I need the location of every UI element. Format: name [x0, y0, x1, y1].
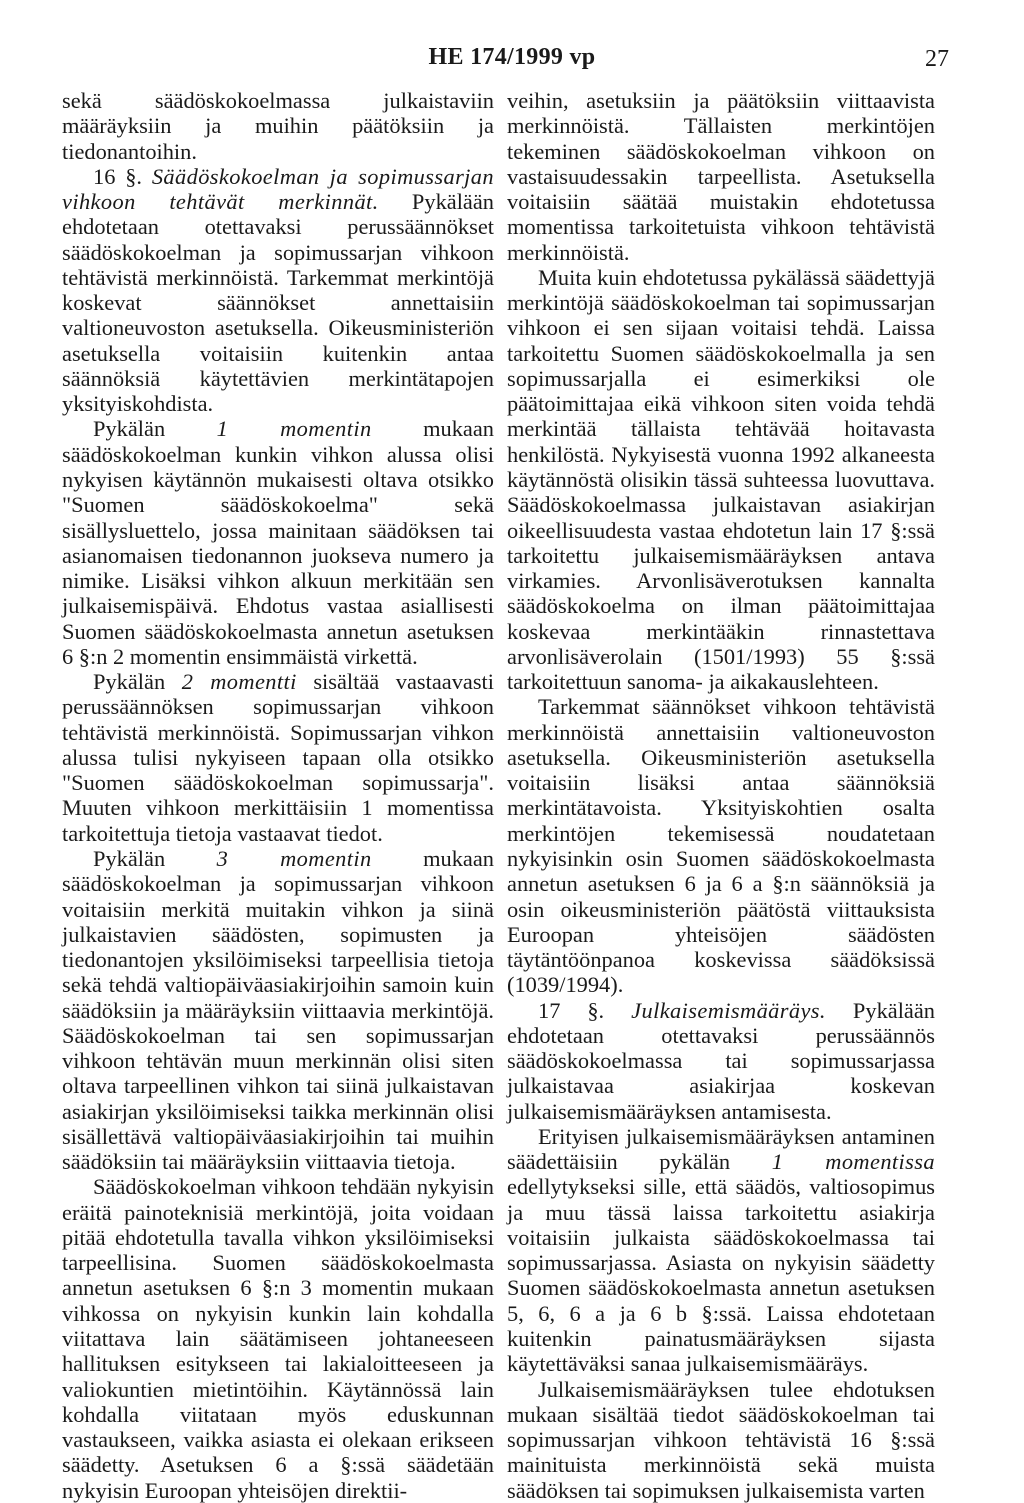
paragraph — [62, 846, 494, 1174]
section-heading: Julkaisemismääräys. — [631, 997, 826, 1023]
page-number: 27 — [925, 46, 949, 72]
text-run: sisältää vastaavasti perussäännöksen sopimussarjan vihkoon tehtävistä merkinnöistä. Sopimussarjan vihkon alussa tulisi nykyiseen tapaan olla otsikko "Suomen säädöskokoelman sopimussarja". Muuten vihkoon merkittäisiin 1 momentissa tarkoitettuja tietoja vastaavat tiedot. — [62, 669, 494, 846]
text-run: Pykälän — [93, 845, 166, 871]
section-number: 16 §. — [93, 163, 142, 189]
section-heading: Säädöskokoelman ja sopimussarjan vihkoon tehtävät merkinnät. — [62, 163, 494, 215]
text-run: Erityisen julkaisemismääräyksen antaminen säädettäisiin pykälän — [507, 1123, 935, 1175]
text-run: Pykälän — [93, 416, 166, 442]
paragraph — [62, 416, 494, 669]
paragraph: sekä säädöskokoelmassa julkaistaviin määräyksiin ja muihin päätöksiin ja tiedonantoihin. — [62, 88, 494, 164]
section-text: Pykälään ehdotetaan otettavaksi perussäännös säädöskokoelmassa tai sopimussarjassa julkaistavaa asiakirjaa koskevan julkaisemismääräyksen antamisesta. — [507, 997, 935, 1124]
page-header-title: HE 174/1999 vp — [428, 44, 596, 70]
paragraph: veihin, asetuksiin ja päätöksiin viittaavista merkinnöistä. Tällaisten merkintöjen tekeminen säädöskokoelman vihkoon on vastaisuudessakin tarpeellista. Asetuksella voitaisiin säätää muistakin ehdotetussa momentissa tarkoitetuista vihkoon tehtävistä merkinnöistä. — [507, 88, 935, 265]
section-16-paragraph — [62, 164, 494, 417]
text-run: edellytykseksi sille, että säädös, valtiosopimus ja muu tässä laissa tarkoitettu asiakirja voitaisiin julkaista säädöskokoelmassa tai sopimussarjassa. Asiasta on nykyisin säädetty Suomen säädöskokoelmasta annetun asetuksen 5, 6, 6 a ja 6 b §:ssä. Laissa ehdotetaan kuitenkin painatusmääräyksen sijasta käytettäväksi sanaa julkaisemismääräys. — [507, 1174, 935, 1377]
section-text: Pykälään ehdotetaan otettavaksi perussäännökset säädöskokoelman ja sopimussarjan vihkoon tehtävistä merkinnöistä. Tarkemmat merkintöjä koskevat säännökset annettaisiin valtioneuvoston asetuksella. Oikeusministeriön asetuksella voitaisiin kuitenkin antaa säännöksiä käytettävien merkintätapojen yksityiskohdista. — [62, 189, 494, 417]
section-number: 17 §. — [538, 997, 605, 1023]
emphasis-text: 3 momentin — [216, 845, 372, 871]
paragraph: Tarkemmat säännökset vihkoon tehtävistä merkinnöistä annettaisiin valtioneuvoston asetuksella. Oikeusministeriön asetuksella voitaisiin lisäksi antaa säännöksiä merkintätavoista. Yksityiskohtien osalta merkintöjen tekemisessä noudatetaan nykyisinkin osin Suomen säädöskokoelmasta annetun asetuksen 6 ja 6 a §:n säännöksiä ja osin oikeusministeriön päätöstä viittauksista Euroopan yhteisöjen säädösten täytäntöönpanoa koskevissa säädöksissä (1039/1994). — [507, 694, 935, 998]
paragraph — [507, 1124, 935, 1377]
emphasis-text: 1 momentissa — [771, 1149, 935, 1175]
emphasis-text: 1 momentin — [216, 416, 372, 442]
text-run: mukaan säädöskokoelman ja sopimussarjan vihkoon voitaisiin merkitä muitakin vihkon ja siinä julkaistavien säädösten, sopimusten ja tiedonantojen yksilöimiseksi tarpeellisia tietoja sekä tehdä valtiopäiväasiakirjoihin samoin kuin säädöksiin ja määräyksiin viittaavia merkintöjä. Säädöskokoelman tai sen sopimussarjan vihkoon tehtävän muun merkinnän olisi siten oltava tarpeellinen vihkon tai siinä julkaistavan asiakirjan yksilöimiseksi taikka merkinnän olisi sisällettävä valtiopäiväasiakirjoihin tai muihin säädöksiin tai määräyksiin viittaavia tietoja. — [62, 845, 494, 1175]
paragraph: Säädöskokoelman vihkoon tehdään nykyisin eräitä painoteknisiä merkintöjä, joita voidaan pitää ehdotetulla tavalla vihkon yksilöimiseksi tarpeellisina. Suomen säädöskokoelmasta annetun asetuksen 6 §:n 3 momentin mukaan vihkossa on nykyisin kunkin lain kohdalla viitattava lain säätämiseen johtaneeseen hallituksen esitykseen tai lakialoitteeseen ja valiokuntien mietintöihin. Käytännössä lain kohdalla viitataan myös eduskunnan vastaukseen, vaikka asiasta ei olekaan erikseen säädetty. Asetuksen 6 a §:ssä säädetään nykyisin Euroopan yhteisöjen direktii- — [62, 1174, 494, 1503]
left-column — [62, 88, 494, 1503]
paragraph: Muita kuin ehdotetussa pykälässä säädettyjä merkintöjä säädöskokoelman tai sopimussarjan vihkoon ei sen sijaan voitaisi tehdä. Laissa tarkoitettu Suomen säädöskokoelmalla ja sen sopimussarjalla ei esimerkiksi ole päätoimittajaa eikä vihkoon siten voida tehdä merkintää tällaista tehtävää hoitavasta henkilöstä. Nykyisestä vuonna 1992 alkaneesta käytännöstä olisikin tässä suhteessa luovuttava. Säädöskokoelmassa julkaistavan asiakirjan oikeellisuudesta vastaa ehdotetun lain 17 §:ssä tarkoitettu julkaisemismääräyksen antava virkamies. Arvonlisäverotuksen kannalta säädöskokoelma on ilman päätoimittajaa koskevaa merkintääkin rinnastettava arvonlisäverolain (1501/1993) 55 §:ssä tarkoitettuun sanoma- ja aikakauslehteen. — [507, 264, 935, 695]
text-run: mukaan säädöskokoelman kunkin vihkon alussa olisi nykyisen käytännön mukaisesti oltava otsikko "Suomen säädöskokoelma" sekä sisällysluettelo, jossa mainitaan säädöksen tai asianomaisen tiedonannon juokseva numero ja nimike. Lisäksi vihkon alkuun merkitään sen julkaisemispäivä. Ehdotus vastaa asiallisesti Suomen säädöskokoelmasta annetun asetuksen 6 §:n 2 momentin ensimmäistä virkettä. — [62, 416, 494, 669]
paragraph — [62, 669, 494, 846]
paragraph: Julkaisemismääräyksen tulee ehdotuksen mukaan sisältää tiedot säädöskokoelman tai sopimussarjan vihkoon tehtävistä 16 §:ssä mainituista merkinnöistä sekä muista säädöksen tai sopimuksen julkaisemista varten — [507, 1376, 935, 1503]
emphasis-text: 2 momentti — [181, 669, 297, 695]
section-17-paragraph — [507, 998, 935, 1124]
text-run: Pykälän — [93, 669, 166, 695]
right-column — [507, 88, 935, 1503]
